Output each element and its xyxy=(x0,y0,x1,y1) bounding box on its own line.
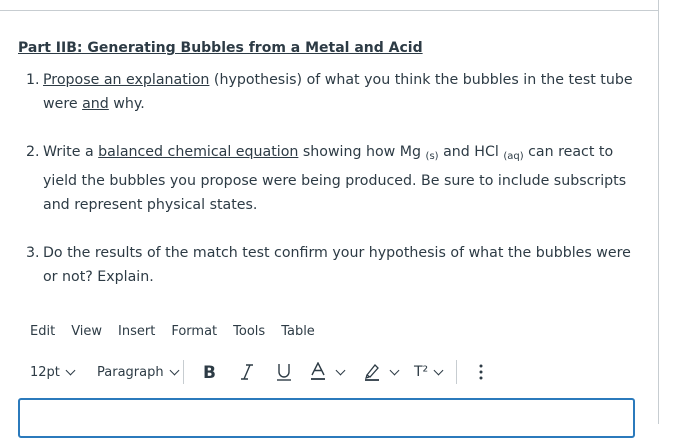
question-text: (hypothesis) of what you think the bubbles in the test tube were xyxy=(43,72,633,112)
state-subscript: (s) xyxy=(425,151,439,162)
chevron-down-icon xyxy=(65,365,75,375)
question-number: 3. xyxy=(26,245,40,261)
underlined-text: Propose an explanation xyxy=(43,72,210,88)
chevron-down-icon xyxy=(336,365,346,375)
underlined-text: balanced chemical equation xyxy=(98,144,299,160)
question-text: and HCl xyxy=(438,144,504,160)
state-subscript: (aq) xyxy=(503,151,524,162)
menu-insert[interactable]: Insert xyxy=(118,324,156,339)
right-rule xyxy=(658,0,659,424)
italic-icon xyxy=(240,363,254,381)
toolbar-divider xyxy=(183,360,184,384)
svg-text:B: B xyxy=(203,363,216,381)
superscript-icon: T² xyxy=(414,364,429,380)
bold-button[interactable] xyxy=(198,363,222,381)
underline-button[interactable] xyxy=(272,362,296,382)
chevron-down-icon xyxy=(169,365,179,375)
menu-view[interactable]: View xyxy=(71,324,103,339)
text-color-icon xyxy=(310,362,326,382)
question-number: 2. xyxy=(26,144,40,160)
superscript-dropdown[interactable] xyxy=(414,364,442,380)
question-text: showing how Mg xyxy=(298,144,426,160)
block-format-value: Paragraph xyxy=(97,364,164,380)
menu-edit[interactable]: Edit xyxy=(30,324,56,339)
top-bar xyxy=(0,0,658,11)
question-text: Do the results of the match test confirm your hypothesis of what the bubbles were or not? Explain. xyxy=(43,245,631,285)
highlight-icon xyxy=(364,362,380,382)
text-color-dropdown[interactable] xyxy=(310,362,344,382)
question-1 xyxy=(18,68,643,116)
more-icon xyxy=(478,363,484,381)
toolbar-divider xyxy=(456,360,457,384)
underlined-text: and xyxy=(82,96,109,112)
question-content xyxy=(18,40,643,289)
underline-icon xyxy=(276,362,292,382)
menu-format[interactable]: Format xyxy=(171,324,218,339)
rich-text-editor[interactable] xyxy=(18,398,635,438)
question-2 xyxy=(18,140,643,217)
italic-button[interactable] xyxy=(235,363,259,381)
highlight-dropdown[interactable] xyxy=(364,362,398,382)
question-number: 1. xyxy=(26,72,40,88)
question-text: Write a xyxy=(43,144,99,160)
menu-tools[interactable]: Tools xyxy=(233,324,266,339)
section-title: Part IIB: Generating Bubbles from a Metal and Acid xyxy=(18,40,423,56)
font-size-dropdown[interactable] xyxy=(30,365,82,380)
block-format-dropdown[interactable] xyxy=(97,365,185,380)
editor-menubar xyxy=(30,324,331,342)
question-text: can react to yield the bubbles you propose were being produced. Be sure to include subscripts and represent physical states. xyxy=(43,144,627,213)
font-size-value: 12pt xyxy=(30,364,60,380)
bold-icon xyxy=(202,363,218,381)
chevron-down-icon xyxy=(390,365,400,375)
question-text: why. xyxy=(108,96,145,112)
question-3 xyxy=(18,241,643,289)
chevron-down-icon xyxy=(434,365,444,375)
editor-toolbar xyxy=(30,360,650,384)
more-button[interactable] xyxy=(478,363,484,381)
question-list xyxy=(18,68,643,289)
menu-table[interactable]: Table xyxy=(281,324,315,339)
